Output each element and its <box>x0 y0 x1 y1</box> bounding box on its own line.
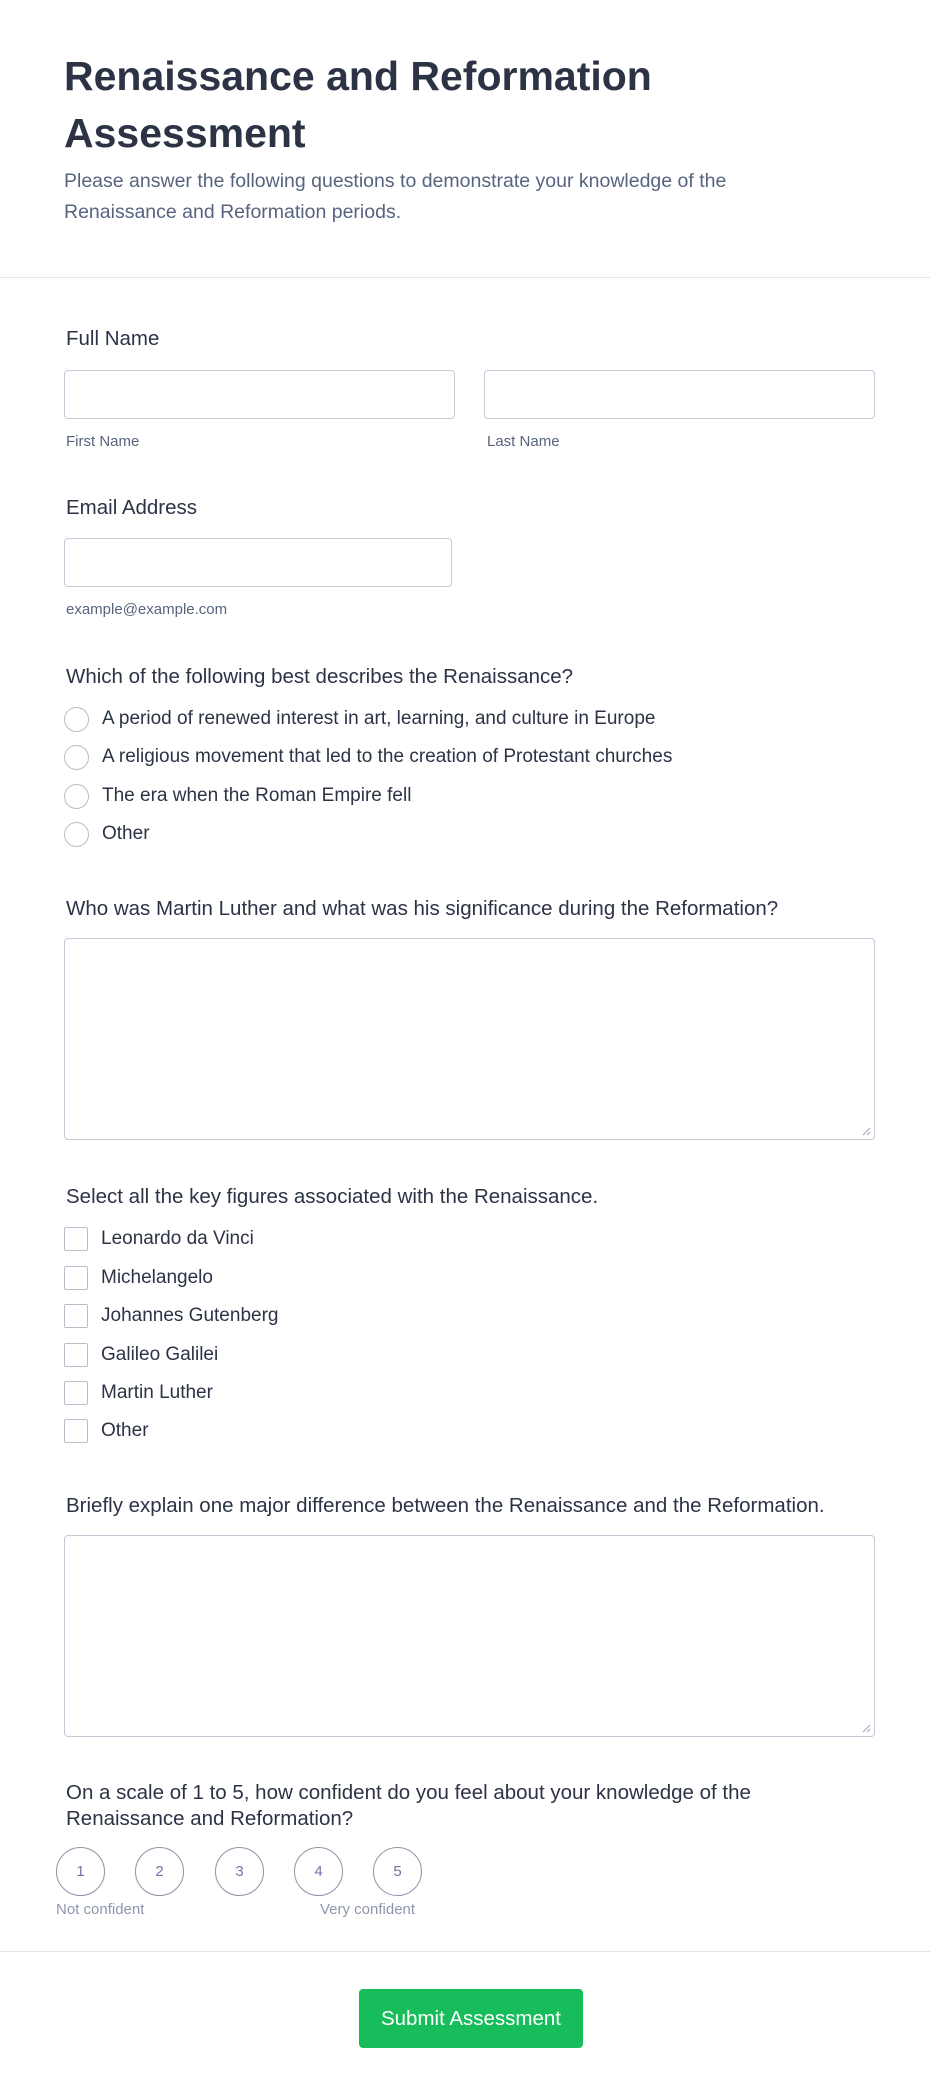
email-hint: example@example.com <box>66 601 228 618</box>
radio-option-label: A religious movement that led to the creation of Protestant churches <box>102 746 673 767</box>
luther-answer-textarea[interactable] <box>64 938 875 1140</box>
first-name-sublabel: First Name <box>66 433 140 450</box>
figures-question-label: Select all the key figures associated with the Renaissance. <box>66 1185 599 1208</box>
scale-button-1[interactable]: 1 <box>56 1847 105 1896</box>
confidence-question-line-2: Renaissance and Reformation? <box>66 1807 354 1830</box>
page-subtitle-line-1: Please answer the following questions to demonstrate your knowledge of the <box>64 170 727 192</box>
resize-grip-icon <box>861 1126 871 1136</box>
checkbox[interactable] <box>64 1304 88 1328</box>
checkbox-option-label: Leonardo da Vinci <box>101 1228 254 1249</box>
radio-button[interactable] <box>64 745 89 770</box>
resize-grip-icon <box>861 1723 871 1733</box>
full-name-label: Full Name <box>66 327 160 350</box>
radio-option[interactable] <box>64 705 655 733</box>
form-header <box>64 48 824 228</box>
checkbox-option[interactable] <box>64 1225 254 1253</box>
confidence-question-line-1: On a scale of 1 to 5, how confident do you feel about your knowledge of the <box>66 1781 751 1804</box>
submit-button[interactable]: Submit Assessment <box>359 1989 583 2048</box>
page-subtitle <box>64 166 824 228</box>
radio-option-label: A period of renewed interest in art, learning, and culture in Europe <box>102 708 656 729</box>
footer-divider <box>0 1951 930 1952</box>
checkbox[interactable] <box>64 1266 88 1290</box>
checkbox[interactable] <box>64 1227 88 1251</box>
last-name-input[interactable] <box>484 370 875 419</box>
checkbox-option[interactable] <box>64 1341 218 1369</box>
radio-button[interactable] <box>64 707 89 732</box>
checkbox-option-label: Galileo Galilei <box>101 1344 219 1365</box>
luther-question-label: Who was Martin Luther and what was his significance during the Reformation? <box>66 897 779 920</box>
checkbox-option-label: Johannes Gutenberg <box>101 1305 279 1326</box>
renaissance-question-label: Which of the following best describes the Renaissance? <box>66 665 574 688</box>
scale-max-label: Very confident <box>320 1901 416 1918</box>
scale-button-2[interactable]: 2 <box>135 1847 184 1896</box>
scale-min-label: Not confident <box>56 1901 145 1918</box>
difference-question-label: Briefly explain one major difference between the Renaissance and the Reformation. <box>66 1494 825 1517</box>
checkbox[interactable] <box>64 1419 88 1443</box>
scale-button-3[interactable]: 3 <box>215 1847 264 1896</box>
page-title <box>64 48 824 162</box>
checkbox-option-label: Other <box>101 1420 149 1441</box>
radio-button[interactable] <box>64 784 89 809</box>
page-title-line-1: Renaissance and Reformation <box>64 53 652 99</box>
radio-option[interactable] <box>64 820 150 848</box>
first-name-input[interactable] <box>64 370 455 419</box>
checkbox-option[interactable] <box>64 1379 213 1407</box>
radio-option-label: The era when the Roman Empire fell <box>102 785 412 806</box>
radio-option[interactable] <box>64 782 411 810</box>
page-title-line-2: Assessment <box>64 110 306 156</box>
checkbox[interactable] <box>64 1381 88 1405</box>
radio-button[interactable] <box>64 822 89 847</box>
scale-button-5[interactable]: 5 <box>373 1847 422 1896</box>
checkbox-option[interactable] <box>64 1302 278 1330</box>
difference-answer-textarea[interactable] <box>64 1535 875 1737</box>
email-input[interactable] <box>64 538 452 587</box>
radio-option[interactable] <box>64 743 672 771</box>
last-name-sublabel: Last Name <box>487 433 560 450</box>
checkbox-option[interactable] <box>64 1417 149 1445</box>
checkbox-option-label: Michelangelo <box>101 1267 213 1288</box>
header-divider <box>0 277 930 278</box>
checkbox-option-label: Martin Luther <box>101 1382 213 1403</box>
confidence-question-label <box>66 1780 866 1832</box>
email-label: Email Address <box>66 496 198 519</box>
checkbox[interactable] <box>64 1343 88 1367</box>
scale-button-4[interactable]: 4 <box>294 1847 343 1896</box>
checkbox-option[interactable] <box>64 1264 213 1292</box>
radio-option-label: Other <box>102 823 150 844</box>
page-subtitle-line-2: Renaissance and Reformation periods. <box>64 201 402 223</box>
